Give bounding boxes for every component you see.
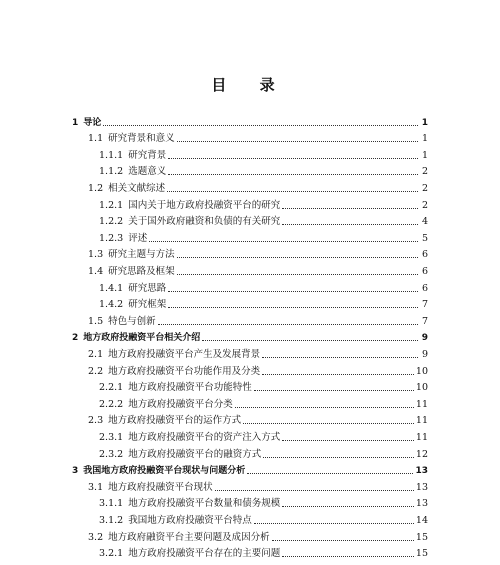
toc-entry[interactable] — [99, 444, 428, 461]
toc-entry[interactable] — [99, 378, 428, 395]
toc-entry[interactable] — [99, 494, 428, 511]
toc-entry-number: 2.3 — [88, 415, 104, 427]
toc-entry-number: 3.2.1 — [99, 548, 124, 560]
toc-entry[interactable] — [88, 361, 428, 378]
toc-entry-page: 1 — [421, 133, 428, 145]
toc-entry[interactable] — [88, 477, 428, 494]
toc-entry-number: 2.3.2 — [99, 448, 124, 460]
toc-entry-number: 1.1 — [88, 133, 104, 145]
toc-entry[interactable] — [88, 129, 428, 146]
toc-entry-page: 11 — [415, 431, 428, 443]
toc-entry-title: 相关文献综述 — [108, 182, 166, 194]
toc-dot-leader — [149, 241, 418, 242]
toc-entry-title: 我国地方政府投融资平台现状与问题分析 — [83, 466, 246, 477]
toc-dot-leader — [158, 324, 418, 325]
toc-entry[interactable] — [99, 212, 428, 229]
toc-entry-page: 10 — [415, 382, 428, 394]
toc-entry-page: 1 — [421, 149, 428, 161]
toc-entry[interactable] — [88, 311, 428, 328]
toc-entry-number: 2.2 — [88, 365, 104, 377]
toc-entry-page: 15 — [415, 531, 428, 543]
toc-entry-page: 6 — [421, 249, 428, 261]
toc-entry-title: 国内关于地方政府投融资平台的研究 — [128, 199, 281, 211]
toc-entry-page: 13 — [415, 498, 428, 510]
toc-entry[interactable] — [99, 295, 428, 312]
toc-entry[interactable] — [88, 245, 428, 262]
toc-dot-leader — [243, 423, 414, 424]
toc-entry-title: 地方政府投融资平台功能特性 — [128, 382, 252, 394]
toc-dot-leader — [263, 457, 414, 458]
toc-entry-number: 1.4.2 — [99, 299, 124, 311]
toc-entry-title: 评述 — [128, 232, 148, 244]
toc-dot-leader — [167, 191, 418, 192]
toc-entry-page: 12 — [415, 448, 428, 460]
toc-entry[interactable] — [99, 145, 428, 162]
toc-dot-leader — [168, 174, 418, 175]
toc-entry-page: 11 — [415, 398, 428, 410]
toc-dot-leader — [168, 307, 418, 308]
toc-dot-leader — [177, 274, 418, 275]
toc-dot-leader — [168, 158, 418, 159]
toc-dot-leader — [282, 208, 418, 209]
toc-entry-page: 5 — [421, 232, 428, 244]
toc-entry[interactable] — [99, 162, 428, 179]
toc-entry-page: 2 — [421, 199, 428, 211]
toc-entry[interactable] — [72, 461, 428, 478]
toc-entry-title: 地方政府投融资平台功能作用及分类 — [108, 365, 261, 377]
toc-entry-number: 3.2 — [88, 531, 104, 543]
toc-entry-number: 1.5 — [88, 315, 104, 327]
toc-dot-leader — [177, 257, 418, 258]
toc-entry[interactable] — [88, 344, 428, 361]
toc-dot-leader — [168, 291, 418, 292]
toc-entry-title: 研究框架 — [128, 299, 167, 311]
toc-entry-page: 1 — [421, 117, 428, 128]
toc-entry-number: 3.1 — [88, 481, 104, 493]
toc-entry[interactable] — [88, 527, 428, 544]
toc-entry-title: 研究思路及框架 — [108, 265, 175, 277]
toc-entry-number: 1.3 — [88, 249, 104, 261]
toc-entry[interactable] — [99, 195, 428, 212]
toc-entry-number: 2.1 — [88, 348, 104, 360]
toc-entry-title: 我国地方政府投融资平台特点 — [128, 514, 252, 526]
toc-entry-number: 2.2.1 — [99, 382, 124, 394]
toc-entry-number: 1.2 — [88, 182, 104, 194]
toc-entry-title: 地方政府投融资平台的运作方式 — [108, 415, 242, 427]
toc-dot-leader — [215, 490, 414, 491]
toc-entry[interactable] — [99, 427, 428, 444]
toc-entry-title: 地方政府投融资平台存在的主要问题 — [128, 548, 281, 560]
toc-entry[interactable] — [99, 394, 428, 411]
toc-dot-leader — [254, 523, 414, 524]
toc-entry-number: 1.1.2 — [99, 166, 124, 178]
toc-entry-number: 2 — [72, 333, 79, 344]
toc-entry-page: 14 — [415, 514, 428, 526]
toc-dot-leader — [235, 407, 414, 408]
toc-entry[interactable] — [88, 411, 428, 428]
toc-entry-title: 特色与创新 — [108, 315, 156, 327]
toc-dot-leader — [262, 374, 414, 375]
toc-entry-title: 关于国外政府融资和负债的有关研究 — [128, 216, 281, 228]
toc-entry-page: 7 — [421, 315, 428, 327]
toc-dot-leader — [282, 440, 414, 441]
toc-entry-title: 导论 — [83, 117, 102, 128]
toc-entry-title: 地方政府投融资平台分类 — [128, 398, 233, 410]
toc-entry-page: 4 — [421, 216, 428, 228]
toc-entry-number: 1.1.1 — [99, 149, 124, 161]
toc-entry[interactable] — [72, 328, 428, 345]
toc-entry-title: 研究主题与方法 — [108, 249, 175, 261]
toc-dot-leader — [254, 390, 414, 391]
toc-entry-page: 13 — [415, 466, 428, 477]
toc-entry-title: 研究思路 — [128, 282, 167, 294]
toc-entry[interactable] — [99, 228, 428, 245]
toc-entry[interactable] — [72, 112, 428, 129]
toc-entry[interactable] — [88, 261, 428, 278]
toc-dot-leader — [272, 540, 414, 541]
toc-entry-page: 10 — [415, 365, 428, 377]
toc-entry[interactable] — [99, 510, 428, 527]
toc-entry-page: 2 — [421, 182, 428, 194]
toc-entry-title: 研究背景和意义 — [108, 133, 175, 145]
toc-dot-leader — [282, 556, 414, 557]
toc-entry-page: 9 — [421, 348, 428, 360]
toc-entry-page: 15 — [415, 548, 428, 560]
toc-entry-title: 地方政府投融资平台数量和债务规模 — [128, 498, 281, 510]
toc-entry-title: 地方政府投融资平台产生及发展背景 — [108, 348, 261, 360]
toc-entry-number: 1.2.2 — [99, 216, 124, 228]
toc-entry-page: 2 — [421, 166, 428, 178]
toc-dot-leader — [202, 340, 418, 341]
toc-entry-title: 地方政府投融资平台相关介绍 — [83, 333, 201, 344]
toc-dot-leader — [177, 141, 418, 142]
toc-entry[interactable] — [99, 278, 428, 295]
toc-entry-page: 6 — [421, 265, 428, 277]
toc-entry-title: 地方政府投融资平台的融资方式 — [128, 448, 262, 460]
toc-entry-page: 6 — [421, 282, 428, 294]
toc-entry-title: 地方政府投融资平台现状 — [108, 481, 213, 493]
toc-entry-number: 3.1.1 — [99, 498, 124, 510]
toc-dot-leader — [103, 125, 418, 126]
toc-entry-number: 1.2.1 — [99, 199, 124, 211]
toc-entry-number: 1.2.3 — [99, 232, 124, 244]
toc-entry-page: 13 — [415, 481, 428, 493]
toc-entry-number: 3.1.2 — [99, 514, 124, 526]
toc-entry-page: 7 — [421, 299, 428, 311]
toc-entry-number: 2.2.2 — [99, 398, 124, 410]
toc-dot-leader — [282, 224, 418, 225]
toc-entry-title: 地方政府投融资平台的资产注入方式 — [128, 431, 281, 443]
toc-dot-leader — [262, 357, 418, 358]
toc-dot-leader — [282, 506, 414, 507]
toc-dot-leader — [247, 473, 413, 474]
page-title: 目 录 — [211, 76, 289, 94]
toc-entry-title: 选题意义 — [128, 166, 167, 178]
toc-entry-page: 11 — [415, 415, 428, 427]
toc-entry[interactable] — [99, 544, 428, 561]
toc-entry-title: 地方政府融资平台主要问题及成因分析 — [108, 531, 270, 543]
toc-entry-number: 1.4 — [88, 265, 104, 277]
toc-entry-number: 3 — [72, 466, 79, 477]
toc-entry-number: 1 — [72, 117, 79, 128]
toc-entry[interactable] — [88, 178, 428, 195]
toc-entry-page: 9 — [421, 333, 428, 344]
toc-entry-number: 2.3.1 — [99, 431, 124, 443]
toc-entry-title: 研究背景 — [128, 149, 167, 161]
toc-entry-number: 1.4.1 — [99, 282, 124, 294]
